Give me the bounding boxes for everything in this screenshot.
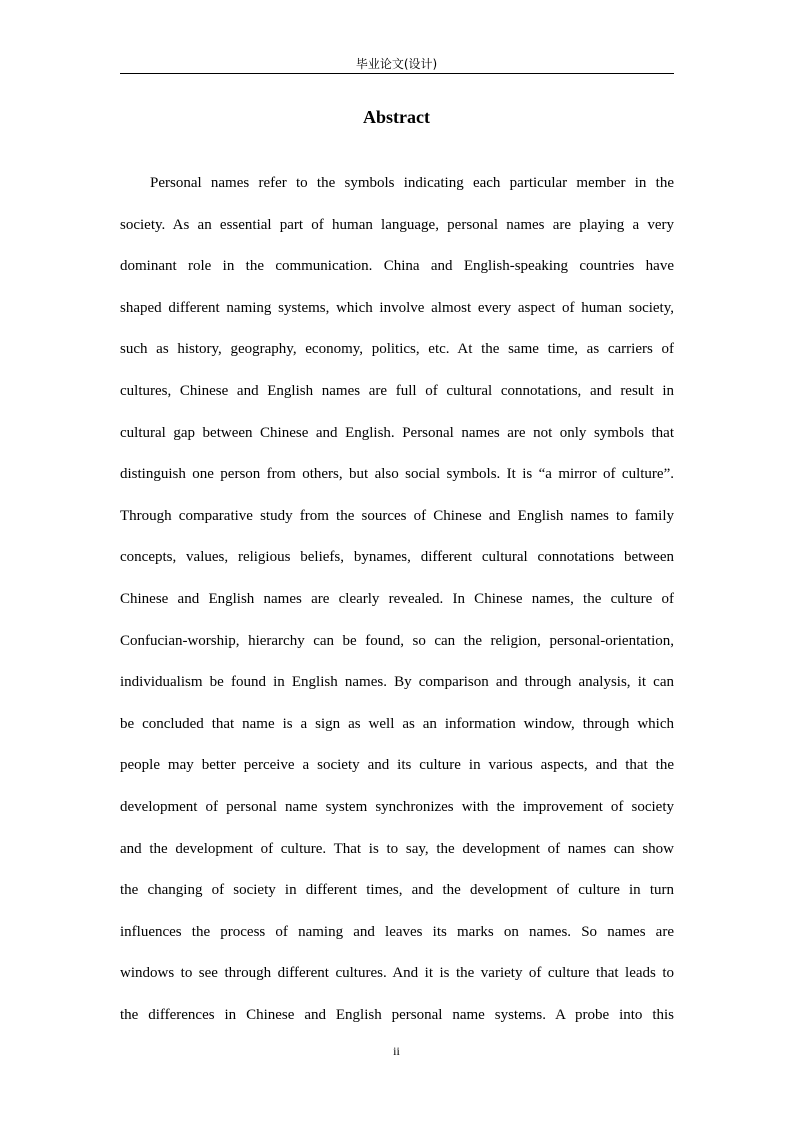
body-line: cultures, Chinese and English names are full of cultural connotations, and result in <box>120 382 674 399</box>
body-line: society. As an essential part of human language, personal names are playing a very <box>120 216 674 233</box>
body-line: cultural gap between Chinese and English. Personal names are not only symbols that <box>120 424 674 441</box>
body-line: dominant role in the communication. China and English-speaking countries have <box>120 258 674 275</box>
abstract-title: Abstract <box>363 107 430 127</box>
running-header: 毕业论文(设计) <box>355 57 438 71</box>
body-line: influences the process of naming and leaves its marks on names. So names are <box>120 923 674 940</box>
body-line: concepts, values, religious beliefs, bynames, different cultural connotations between <box>120 549 674 566</box>
body-line: people may better perceive a society and its culture in various aspects, and that the <box>120 757 674 774</box>
body-line: be concluded that name is a sign as well as an information window, through which <box>120 715 674 732</box>
body-line: and the development of culture. That is to say, the development of names can show <box>120 840 674 857</box>
body-line: Confucian-worship, hierarchy can be found, so can the religion, personal-orientation, <box>120 632 674 649</box>
body-line: shaped different naming systems, which involve almost every aspect of human society, <box>120 299 674 316</box>
abstract-body <box>120 163 674 1036</box>
body-line: such as history, geography, economy, politics, etc. At the same time, as carriers of <box>120 341 674 358</box>
body-line: Through comparative study from the sources of Chinese and English names to family <box>120 507 674 524</box>
body-line: distinguish one person from others, but also social symbols. It is “a mirror of culture”. <box>120 466 674 483</box>
body-line: Personal names refer to the symbols indicating each particular member in the <box>150 175 674 191</box>
body-line: individualism be found in English names. By comparison and through analysis, it can <box>120 674 674 691</box>
body-line: windows to see through different cultures. And it is the variety of culture that leads to <box>120 965 674 982</box>
body-line: the differences in Chinese and English personal name systems. A probe into this <box>120 1006 674 1023</box>
body-line: the changing of society in different times, and the development of culture in turn <box>120 882 674 899</box>
body-line: development of personal name system synchronizes with the improvement of society <box>120 798 674 815</box>
page-number: ii <box>393 1044 400 1058</box>
body-line: Chinese and English names are clearly revealed. In Chinese names, the culture of <box>120 590 674 607</box>
header-rule <box>120 73 674 74</box>
